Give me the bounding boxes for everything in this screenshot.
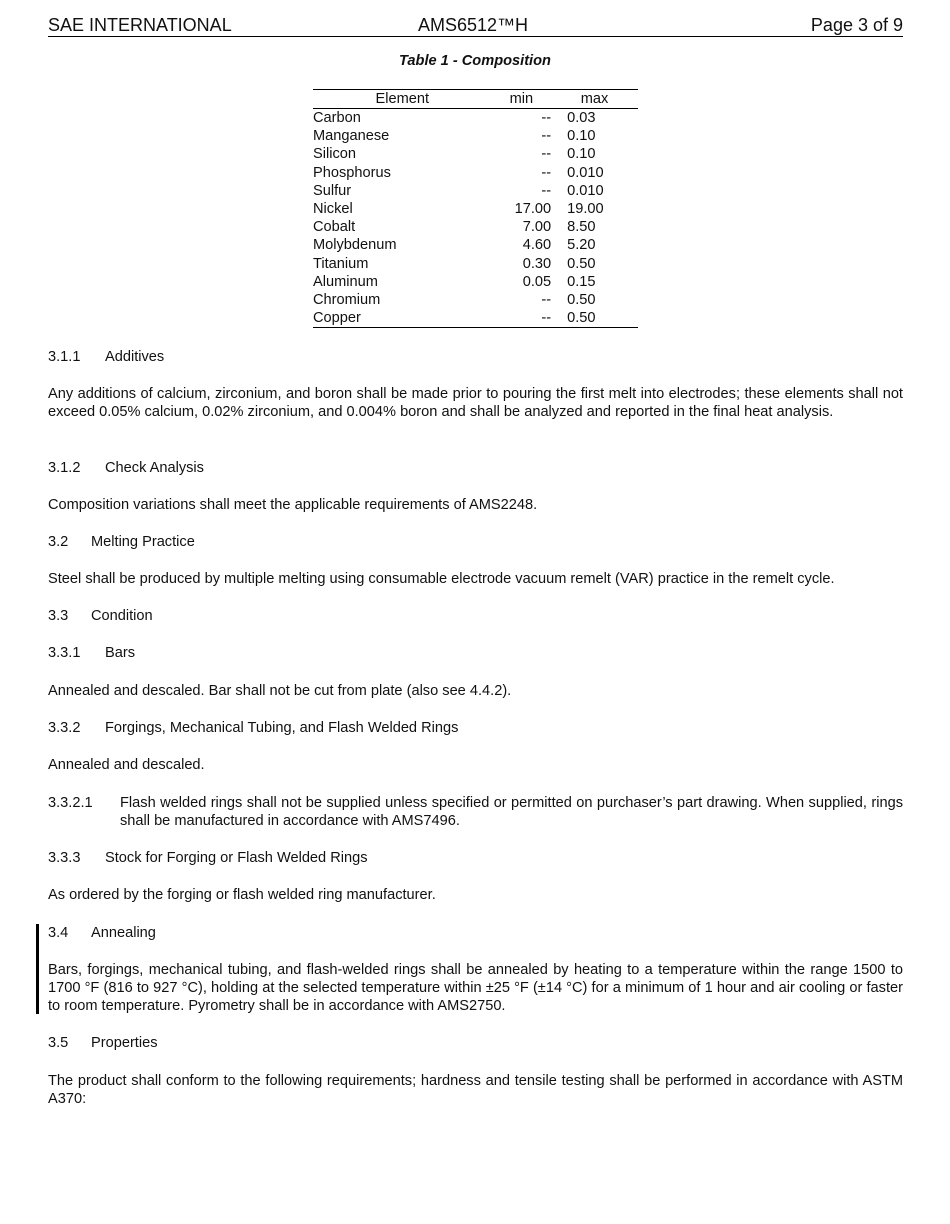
table-row	[313, 309, 638, 328]
revision-change-bar	[36, 924, 39, 1014]
element-cell: Molybdenum	[313, 237, 397, 254]
page-number: Page 3 of 9	[810, 15, 903, 35]
min-cell	[492, 182, 552, 200]
section-3-2-text: Steel shall be produced by multiple melting using consumable electrode vacuum remelt (VAR) practice in the remelt cycle.	[48, 571, 835, 587]
section-3-3-3-heading	[48, 849, 903, 867]
min-cell	[492, 291, 552, 309]
column-header-element: Element	[313, 90, 492, 109]
min-value: 7.00	[522, 219, 552, 236]
page-header	[48, 14, 903, 37]
section-number: 3.1.2	[48, 460, 81, 476]
section-3-3-2-text: Annealed and descaled.	[48, 757, 205, 773]
section-number: 3.4	[48, 925, 69, 941]
element-cell: Sulfur	[313, 182, 352, 199]
table-row	[313, 236, 638, 254]
element-cell: Copper	[313, 309, 492, 328]
min-cell	[492, 218, 552, 236]
element-cell: Manganese	[313, 128, 390, 145]
min-value: --	[541, 146, 552, 163]
section-3-1-1-heading	[48, 348, 903, 366]
section-3-3-2-1-text: Flash welded rings shall not be supplied unless specified or permitted on purchaser’s part drawing. When supplied, rings shall be manufactured in accordance with AMS7496.	[120, 795, 903, 829]
column-header-max: max	[551, 90, 638, 109]
section-3-1-2-text: Composition variations shall meet the applicable requirements of AMS2248.	[48, 497, 538, 513]
min-value: --	[541, 182, 552, 199]
max-cell: 0.03	[567, 110, 596, 127]
section-number: 3.2	[48, 534, 69, 550]
max-cell: 5.20	[567, 237, 596, 254]
min-cell	[492, 273, 552, 291]
max-cell: 0.10	[567, 128, 596, 145]
section-number: 3.3.2	[48, 720, 81, 736]
min-value: --	[541, 164, 552, 181]
table-row	[313, 127, 638, 145]
min-value: --	[541, 291, 552, 308]
document-number: AMS6512™H	[418, 15, 529, 35]
section-title: Properties	[91, 1035, 158, 1051]
min-cell	[492, 236, 552, 254]
element-cell: Phosphorus	[313, 164, 391, 181]
section-title: Annealing	[91, 925, 156, 941]
section-title: Forgings, Mechanical Tubing, and Flash Welded Rings	[105, 720, 459, 736]
section-number: 3.3.2.1	[48, 795, 93, 811]
element-cell: Nickel	[313, 201, 353, 218]
section-3-4-text: Bars, forgings, mechanical tubing, and flash-welded rings shall be annealed by heating to a temperature within the range 1500 to 1700 °F (816 to 927 °C), holding at the selected temperature within ±25 °F (±14 °C) for a minimum of 1 hour and air cooling or faster to room temperature. Pyrometry shall be in accordance with AMS2750.	[48, 962, 903, 1014]
min-cell	[492, 255, 552, 273]
table-title: Table 1 - Composition	[399, 53, 551, 69]
min-value: --	[541, 128, 552, 145]
section-3-5-heading	[48, 1034, 903, 1052]
column-header-min: min	[492, 90, 552, 109]
min-value: 0.30	[522, 255, 552, 272]
section-3-4-heading	[48, 924, 903, 942]
max-cell: 0.50	[567, 255, 596, 272]
max-cell: 19.00	[567, 201, 604, 218]
section-3-3-heading	[48, 607, 903, 625]
element-cell: Cobalt	[313, 219, 356, 236]
max-cell: 0.10	[567, 146, 596, 163]
max-cell: 0.50	[551, 309, 638, 328]
min-cell	[492, 145, 552, 163]
section-3-1-2-heading	[48, 459, 903, 477]
element-cell: Aluminum	[313, 273, 378, 290]
element-cell: Silicon	[313, 146, 356, 163]
min-value: --	[541, 110, 552, 127]
section-3-3-3-text: As ordered by the forging or flash welded ring manufacturer.	[48, 887, 436, 903]
section-3-1-1-text: Any additions of calcium, zirconium, and boron shall be made prior to pouring the first melt into electrodes; these elements shall not exceed 0.05% calcium, 0.02% zirconium, and 0.004% boron and shall be analyzed and reported in the final heat analysis.	[48, 386, 903, 420]
min-value: 17.00	[514, 201, 552, 218]
section-title: Condition	[91, 608, 153, 624]
organization-name: SAE INTERNATIONAL	[48, 15, 232, 35]
section-number: 3.3.3	[48, 850, 81, 866]
table-header-row	[313, 90, 638, 109]
element-cell: Carbon	[313, 110, 361, 127]
min-cell	[492, 109, 552, 128]
section-3-2-heading	[48, 533, 903, 551]
max-cell: 8.50	[567, 219, 596, 236]
section-number: 3.5	[48, 1035, 69, 1051]
table-row	[313, 273, 638, 291]
min-value: 0.05	[522, 273, 552, 290]
table-row	[313, 109, 638, 128]
table-row	[313, 145, 638, 163]
table-row	[313, 255, 638, 273]
composition-table	[313, 89, 638, 328]
element-cell: Chromium	[313, 291, 381, 308]
min-cell	[492, 164, 552, 182]
element-cell: Titanium	[313, 255, 369, 272]
table-row	[313, 291, 638, 309]
section-3-3-1-heading	[48, 644, 903, 662]
table-row	[313, 200, 638, 218]
min-value: 4.60	[522, 237, 552, 254]
max-cell: 0.50	[567, 291, 596, 308]
section-3-5-text: The product shall conform to the following requirements; hardness and tensile testing shall be performed in accordance with ASTM A370:	[48, 1073, 903, 1107]
table-row	[313, 218, 638, 236]
max-cell: 0.010	[567, 164, 604, 181]
table-row	[313, 182, 638, 200]
section-title: Stock for Forging or Flash Welded Rings	[105, 850, 368, 866]
section-number: 3.3.1	[48, 645, 81, 661]
section-number: 3.1.1	[48, 349, 81, 365]
min-value: --	[541, 310, 552, 327]
min-cell	[492, 200, 552, 218]
section-title: Melting Practice	[91, 534, 195, 550]
table-row	[313, 164, 638, 182]
section-3-3-1-text: Annealed and descaled. Bar shall not be cut from plate (also see 4.4.2).	[48, 683, 512, 699]
max-cell: 0.15	[567, 273, 596, 290]
section-3-3-2-heading	[48, 719, 903, 737]
max-cell: 0.010	[567, 182, 604, 199]
min-cell	[492, 309, 552, 328]
section-title: Bars	[105, 645, 136, 661]
composition-table-body	[313, 109, 638, 328]
section-title: Additives	[105, 349, 165, 365]
section-number: 3.3	[48, 608, 69, 624]
min-cell	[492, 127, 552, 145]
section-title: Check Analysis	[105, 460, 204, 476]
section-3-3-2-1	[48, 794, 903, 834]
